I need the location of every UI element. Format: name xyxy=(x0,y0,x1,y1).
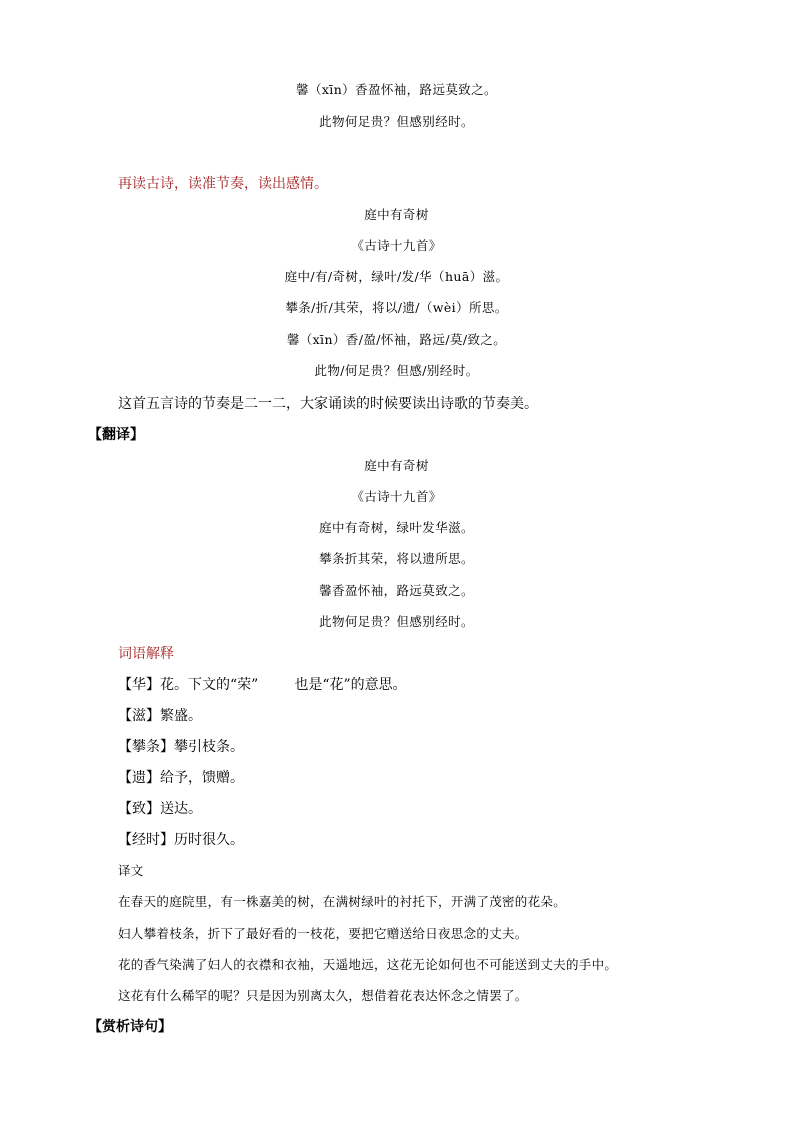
appreciation-heading: 【赏析诗句】 xyxy=(88,1019,172,1035)
reread-poem-line-1: 庭中/有/奇树，绿叶/发/华（huā）滋。 xyxy=(284,269,509,284)
vocab-item xyxy=(118,771,244,785)
rhythm-note: 这首五言诗的节奏是二一二，大家诵读的时候要读出诗歌的节奏美。 xyxy=(118,396,538,412)
vocab-definition-cont: 也是“花”的意思。 xyxy=(294,677,407,693)
vocab-definition: 送达。 xyxy=(160,801,202,817)
reread-poem-line-3: 馨（xīn）香/盈/怀袖，路远/莫/致之。 xyxy=(286,332,507,347)
translation-poem-line-3: 馨香盈怀袖，路远莫致之。 xyxy=(319,583,474,598)
vocab-item xyxy=(118,709,202,723)
vocab-item xyxy=(118,678,407,692)
vocab-definition: 历时很久。 xyxy=(174,832,244,848)
vocab-term: 【华】 xyxy=(118,677,160,693)
vocab-term: 【经时】 xyxy=(118,832,174,848)
yiwen-line-3: 花的香气染满了妇人的衣襟和衣袖，天遥地远，这花无论如何也不可能送到丈夫的手中。 xyxy=(118,957,618,972)
vocab-item xyxy=(118,740,244,754)
vocab-term: 【遗】 xyxy=(118,770,160,786)
yiwen-heading: 译文 xyxy=(118,863,144,878)
vocab-term: 【致】 xyxy=(118,801,160,817)
reread-poem-line-4: 此物/何足贵？但感/别经时。 xyxy=(314,363,479,378)
translation-poem-line-2: 攀条折其荣，将以遗所思。 xyxy=(319,551,474,566)
reread-poem-line-2: 攀条/折/其荣，将以/遗/（wèi）所思。 xyxy=(285,300,508,315)
reread-poem-source: 《古诗十九首》 xyxy=(351,238,442,253)
poem-line-4: 此物何足贵？但感别经时。 xyxy=(319,114,474,129)
vocab-definition: 给予，馈赠。 xyxy=(160,770,244,786)
vocab-term: 【滋】 xyxy=(118,708,160,724)
translation-poem-line-1: 庭中有奇树，绿叶发华滋。 xyxy=(319,520,474,535)
yiwen-line-2: 妇人攀着枝条，折下了最好看的一枝花，要把它赠送给日夜思念的丈夫。 xyxy=(118,926,528,941)
yiwen-line-4: 这花有什么稀罕的呢？只是因为别离太久，想借着花表达怀念之情罢了。 xyxy=(118,988,528,1003)
translation-heading: 【翻译】 xyxy=(88,427,144,443)
reread-instruction: 再读古诗，读准节奏，读出感情。 xyxy=(118,176,328,192)
vocab-definition: 攀引枝条。 xyxy=(174,739,244,755)
translation-poem-title: 庭中有奇树 xyxy=(364,458,429,473)
poem-line-3: 馨（xīn）香盈怀袖，路远莫致之。 xyxy=(296,82,497,97)
reread-poem-title: 庭中有奇树 xyxy=(364,207,429,222)
vocab-definition: 花。下文的“荣” xyxy=(160,677,259,693)
yiwen-line-1: 在春天的庭院里，有一株嘉美的树，在满树绿叶的衬托下，开满了茂密的花朵。 xyxy=(118,894,567,909)
vocab-item xyxy=(118,802,202,816)
translation-poem-source: 《古诗十九首》 xyxy=(351,489,442,504)
vocab-definition: 繁盛。 xyxy=(160,708,202,724)
translation-poem-line-4: 此物何足贵？但感别经时。 xyxy=(319,614,474,629)
vocab-item xyxy=(118,833,244,847)
vocab-term: 【攀条】 xyxy=(118,739,174,755)
vocab-heading: 词语解释 xyxy=(118,646,174,662)
